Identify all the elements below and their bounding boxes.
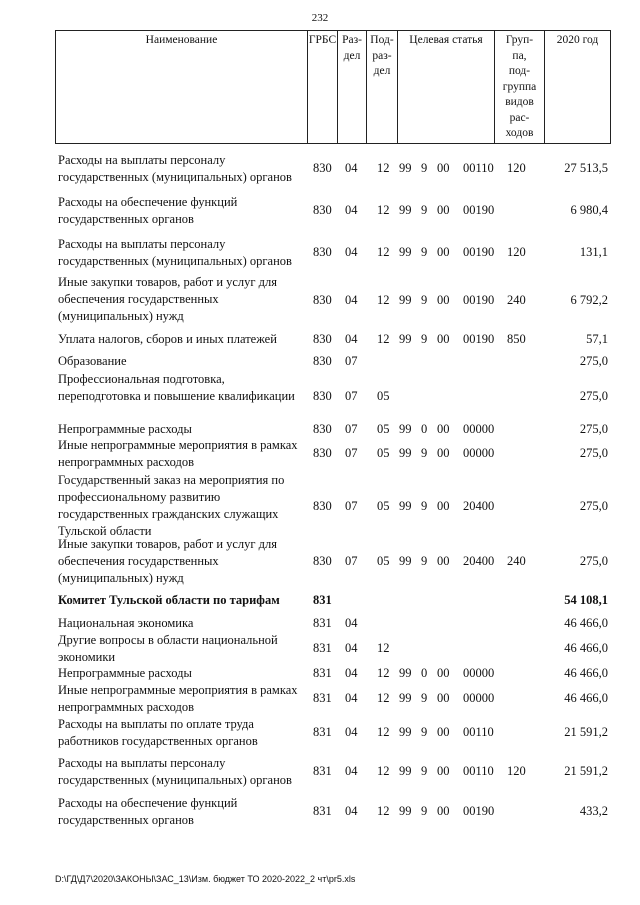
row-name: Уплата налогов, сборов и иных платежей [58,332,277,346]
cell-rz: 07 [345,499,358,513]
cell-t4: 00000 [463,666,495,680]
cell-rz: 04 [345,203,358,217]
cell-amount: 57,1 [586,332,608,346]
row-name: Непрограммные расходы [58,422,192,436]
cell-amount: 275,0 [579,422,608,436]
cell-t1: 99 [399,422,412,436]
row-name: Расходы на обеспечение функций государственных органов [58,796,238,827]
cell-pr: 05 [377,422,390,436]
row-name: Расходы на выплаты персоналу государственных (муниципальных) органов [58,756,292,787]
cell-grbs: 831 [313,641,332,655]
cell-t4: 20400 [463,499,495,513]
cell-grbs: 830 [313,332,332,346]
cell-grbs: 830 [313,161,332,175]
row-name: Иные непрограммные мероприятия в рамках непрограммных расходов [58,683,298,714]
cell-t2: 9 [421,725,428,739]
cell-t3: 00 [437,666,450,680]
cell-t4: 00190 [463,804,495,818]
cell-grbs: 831 [313,804,332,818]
cell-t2: 9 [421,499,428,513]
cell-rz: 04 [345,691,358,705]
cell-t1: 99 [399,293,412,307]
cell-t2: 9 [421,691,428,705]
cell-t2: 0 [421,666,428,680]
cell-pr: 12 [377,725,390,739]
cell-t2: 9 [421,554,428,568]
cell-rz: 04 [345,616,358,630]
cell-amount: 46 466,0 [564,616,608,630]
cell-amount: 275,0 [579,554,608,568]
row-name: Другие вопросы в области национальной экономики [58,633,278,664]
cell-amount: 21 591,2 [564,764,608,778]
cell-rz: 04 [345,332,358,346]
cell-t1: 99 [399,764,412,778]
cell-grbs: 830 [313,446,332,460]
cell-vr: 120 [507,161,526,175]
cell-t4: 20400 [463,554,495,568]
header-podrazdel: Под- раз- дел [366,31,397,143]
cell-vr: 120 [507,245,526,259]
header-razdel: Раз- дел [337,31,366,143]
cell-rz: 07 [345,422,358,436]
cell-t3: 00 [437,422,450,436]
cell-grbs: 831 [313,666,332,680]
cell-t1: 99 [399,666,412,680]
cell-grbs: 831 [313,764,332,778]
cell-rz: 04 [345,245,358,259]
cell-t1: 99 [399,804,412,818]
cell-t3: 00 [437,203,450,217]
cell-rz: 07 [345,389,358,403]
cell-grbs: 830 [313,293,332,307]
cell-pr: 12 [377,764,390,778]
cell-amount: 275,0 [579,499,608,513]
cell-pr: 12 [377,641,390,655]
cell-grbs: 830 [313,245,332,259]
cell-t2: 9 [421,161,428,175]
cell-rz: 07 [345,446,358,460]
cell-t1: 99 [399,446,412,460]
cell-t1: 99 [399,554,412,568]
cell-t2: 9 [421,245,428,259]
cell-amount: 21 591,2 [564,725,608,739]
cell-t1: 99 [399,499,412,513]
cell-t3: 00 [437,161,450,175]
row-name: Комитет Тульской области по тарифам [58,593,280,607]
header-grbs: ГРБС [307,31,337,143]
row-name: Национальная экономика [58,616,194,630]
cell-amount: 46 466,0 [564,641,608,655]
cell-t1: 99 [399,691,412,705]
cell-t1: 99 [399,725,412,739]
cell-t2: 9 [421,203,428,217]
cell-vr: 120 [507,764,526,778]
cell-t3: 00 [437,332,450,346]
cell-rz: 04 [345,161,358,175]
row-name: Иные закупки товаров, работ и услуг для обеспечения государственных (муниципальных) нужд [58,275,278,323]
cell-pr: 12 [377,203,390,217]
cell-amount: 54 108,1 [564,593,608,607]
cell-vr: 850 [507,332,526,346]
cell-pr: 12 [377,161,390,175]
cell-t3: 00 [437,804,450,818]
cell-t2: 9 [421,804,428,818]
cell-t1: 99 [399,245,412,259]
cell-t4: 00190 [463,293,495,307]
cell-rz: 04 [345,293,358,307]
cell-t3: 00 [437,499,450,513]
row-name: Иные непрограммные мероприятия в рамках непрограммных расходов [58,438,298,469]
file-path-footer: D:\ГД\Д7\2020\ЗАКОНЫ\ЗАС_13\Изм. бюджет ТО 2020-2022_2 чт\pr5.xls [55,874,356,884]
row-name: Расходы на выплаты персоналу государственных (муниципальных) органов [58,153,292,184]
cell-vr: 240 [507,293,526,307]
cell-grbs: 830 [313,499,332,513]
cell-amount: 6 792,2 [570,293,608,307]
cell-t1: 99 [399,203,412,217]
cell-rz: 04 [345,666,358,680]
cell-pr: 05 [377,554,390,568]
cell-grbs: 831 [313,593,332,607]
row-name: Непрограммные расходы [58,666,192,680]
cell-grbs: 831 [313,725,332,739]
cell-amount: 275,0 [579,446,608,460]
row-name: Расходы на выплаты по оплате труда работников государственных органов [58,717,258,748]
cell-pr: 12 [377,332,390,346]
cell-t4: 00110 [463,161,494,175]
cell-amount: 275,0 [579,354,608,368]
row-name: Образование [58,354,127,368]
cell-t3: 00 [437,691,450,705]
cell-rz: 04 [345,641,358,655]
cell-amount: 433,2 [579,804,608,818]
cell-rz: 04 [345,764,358,778]
cell-amount: 46 466,0 [564,666,608,680]
cell-t3: 00 [437,245,450,259]
header-target-article: Целевая статья [397,31,494,143]
cell-rz: 07 [345,354,358,368]
cell-grbs: 831 [313,691,332,705]
cell-t3: 00 [437,725,450,739]
header-year: 2020 год [544,31,611,143]
cell-grbs: 831 [313,616,332,630]
cell-amount: 27 513,5 [564,161,608,175]
row-name: Иные закупки товаров, работ и услуг для обеспечения государственных (муниципальных) нужд [58,537,278,585]
row-name: Государственный заказ на мероприятия по профессиональному развитию государственных гражданских служащих Тульской области [58,473,285,538]
cell-t3: 00 [437,764,450,778]
cell-t4: 00000 [463,691,495,705]
cell-t2: 9 [421,764,428,778]
cell-t1: 99 [399,161,412,175]
cell-pr: 05 [377,389,390,403]
row-name: Расходы на выплаты персоналу государственных (муниципальных) органов [58,237,292,268]
header-name: Наименование [55,31,307,143]
cell-t4: 00190 [463,245,495,259]
cell-t2: 9 [421,446,428,460]
cell-pr: 12 [377,691,390,705]
page-number: 232 [311,12,329,24]
cell-rz: 04 [345,804,358,818]
cell-t4: 00000 [463,446,495,460]
cell-pr: 12 [377,293,390,307]
cell-rz: 07 [345,554,358,568]
cell-vr: 240 [507,554,526,568]
cell-t3: 00 [437,293,450,307]
cell-grbs: 830 [313,389,332,403]
cell-t4: 00110 [463,725,494,739]
cell-amount: 131,1 [579,245,608,259]
cell-pr: 12 [377,666,390,680]
cell-pr: 05 [377,446,390,460]
cell-t3: 00 [437,554,450,568]
cell-grbs: 830 [313,554,332,568]
cell-grbs: 830 [313,354,332,368]
cell-amount: 275,0 [579,389,608,403]
cell-grbs: 830 [313,203,332,217]
cell-t4: 00190 [463,332,495,346]
row-name: Профессиональная подготовка, переподготовка и повышение квалификации [58,372,295,403]
cell-pr: 12 [377,804,390,818]
cell-grbs: 830 [313,422,332,436]
cell-pr: 12 [377,245,390,259]
cell-t3: 00 [437,446,450,460]
cell-t2: 9 [421,293,428,307]
header-expense-group: Груп- па, под- группа видов рас- ходов [494,31,544,143]
cell-t2: 0 [421,422,428,436]
cell-t1: 99 [399,332,412,346]
row-name: Расходы на обеспечение функций государственных органов [58,195,238,226]
cell-t4: 00000 [463,422,495,436]
cell-pr: 05 [377,499,390,513]
cell-amount: 46 466,0 [564,691,608,705]
cell-amount: 6 980,4 [570,203,608,217]
cell-t2: 9 [421,332,428,346]
cell-t4: 00190 [463,203,495,217]
cell-t4: 00110 [463,764,494,778]
cell-rz: 04 [345,725,358,739]
